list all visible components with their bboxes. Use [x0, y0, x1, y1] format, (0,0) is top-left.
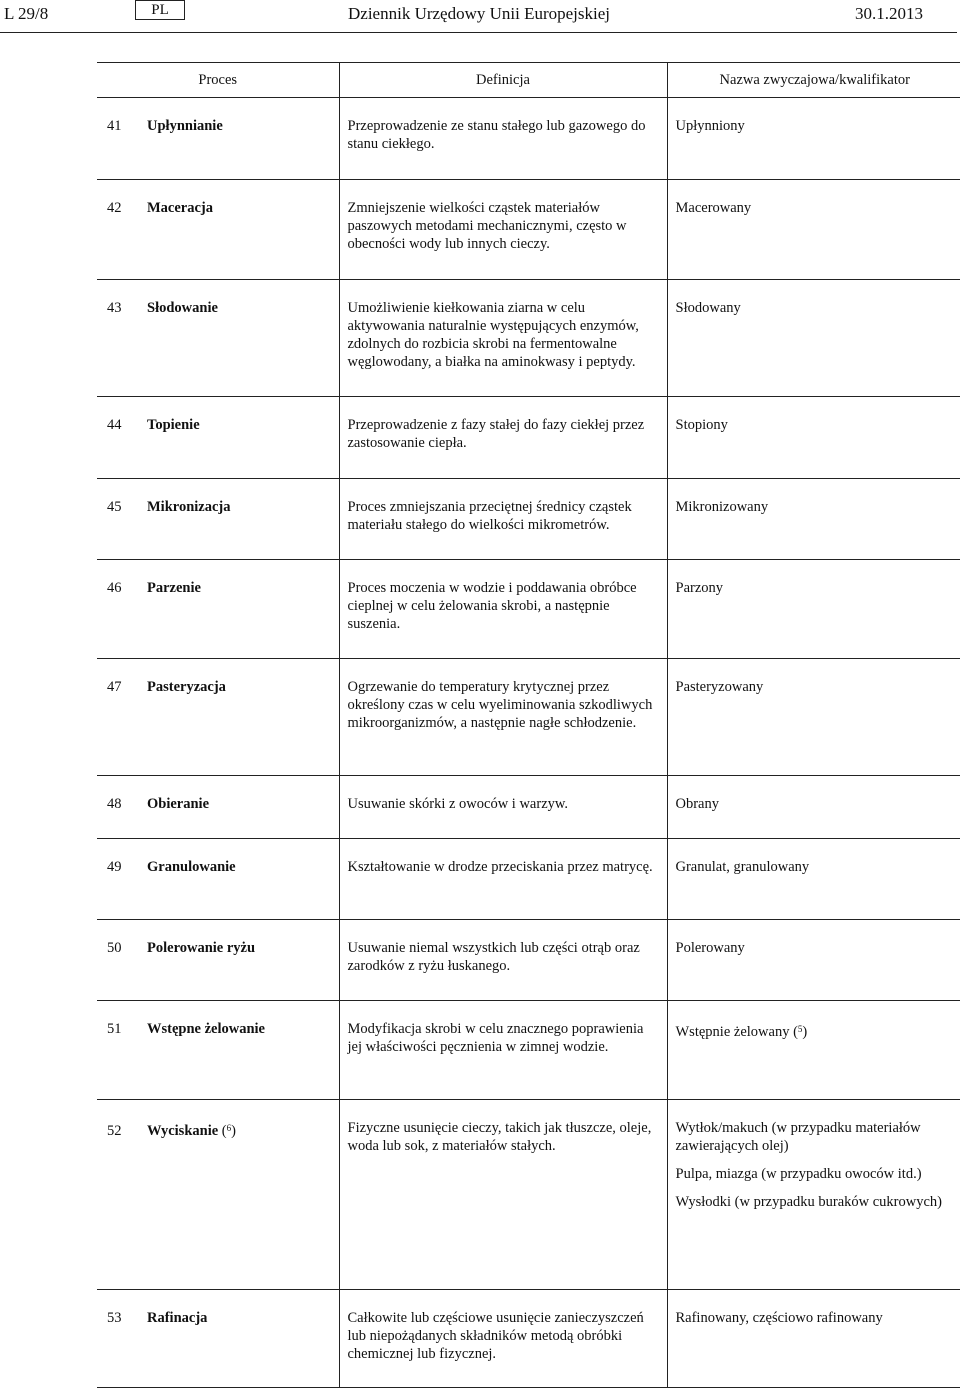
definition-cell: Kształtowanie w drodze przeciskania przez matrycę. [339, 839, 667, 920]
definition-cell: Całkowite lub częściowe usunięcie zanieczyszczeń lub niepożądanych składników metodą obróbki chemicznej lub fizycznej. [339, 1290, 667, 1388]
row-number: 46 [107, 580, 122, 596]
row-number: 53 [107, 1310, 122, 1326]
table-row [97, 920, 960, 1001]
row-number: 50 [107, 940, 122, 956]
table-row [97, 839, 960, 920]
process-name: Parzenie [147, 580, 201, 596]
definition-cell: Umożliwienie kiełkowania ziarna w celu aktywowania naturalnie występujących enzymów, zdolnych do rozbicia skrobi na fermentowalne węglowodany, a białka na aminokwasy i peptydy. [339, 280, 667, 397]
page-header [0, 0, 960, 32]
table-row [97, 180, 960, 280]
page-reference: L 29/8 [4, 4, 49, 23]
common-name-cell: Pasteryzowany [667, 659, 960, 776]
row-number: 45 [107, 499, 122, 515]
process-cell [97, 1290, 339, 1388]
process-cell [97, 180, 339, 280]
process-name: Upłynnianie [147, 118, 223, 134]
common-name: Pulpa, miazga (w przypadku owoców itd.) [675, 1166, 922, 1182]
column-header-definition: Definicja [339, 63, 667, 98]
journal-title: Dziennik Urzędowy Unii Europejskiej [348, 4, 611, 23]
process-cell [97, 1001, 339, 1100]
column-header-name: Nazwa zwyczajowa/kwalifikator [667, 63, 960, 98]
row-number: 51 [107, 1021, 122, 1037]
process-cell [97, 776, 339, 839]
definition-cell: Fizyczne usunięcie cieczy, takich jak tłuszcze, oleje, woda lub sok, z materiałów stałych. [339, 1100, 667, 1290]
process-name: Maceracja [147, 200, 214, 216]
process-name: Wstępne żelowanie [147, 1021, 265, 1037]
definition-cell: Modyfikacja skrobi w celu znacznego poprawienia jej właściwości pęcznienia w zimnej wodzie. [339, 1001, 667, 1100]
row-number: 43 [107, 300, 122, 316]
common-name-cell: Rafinowany, częściowo rafinowany [667, 1290, 960, 1388]
definition-cell: Usuwanie niemal wszystkich lub części otrąb oraz zarodków z ryżu łuskanego. [339, 920, 667, 1001]
table-row [97, 1100, 960, 1290]
common-name-cell: Słodowany [667, 280, 960, 397]
common-name-cell: Mikronizowany [667, 479, 960, 560]
row-number: 47 [107, 679, 122, 695]
common-name: Wstępnie żelowany [675, 1024, 790, 1040]
process-name: Wyciskanie [147, 1123, 219, 1139]
process-cell [97, 397, 339, 479]
definition-cell: Przeprowadzenie z fazy stałej do fazy ciekłej przez zastosowanie ciepła. [339, 397, 667, 479]
table-row [97, 98, 960, 180]
row-number: 49 [107, 859, 122, 875]
common-name-cell: Parzony [667, 560, 960, 659]
common-name-cell: Macerowany [667, 180, 960, 280]
footnote-ref[interactable]: 6 [226, 1123, 232, 1133]
table-row [97, 560, 960, 659]
table-row [97, 479, 960, 560]
process-name: Rafinacja [147, 1310, 208, 1326]
definition-cell: Zmniejszenie wielkości cząstek materiałów paszowych metodami mechanicznymi, często w obecności wody lub innych cieczy. [339, 180, 667, 280]
row-number: 52 [107, 1123, 122, 1139]
process-name: Topienie [147, 417, 200, 433]
row-number: 44 [107, 417, 122, 433]
footnote-ref[interactable]: 5 [797, 1024, 803, 1034]
process-cell [97, 479, 339, 560]
row-number: 41 [107, 118, 122, 134]
definition-cell: Ogrzewanie do temperatury krytycznej przez określony czas w celu wyeliminowania szkodliwych mikroorganizmów, a następnie nagłe schłodzenie. [339, 659, 667, 776]
process-name: Pasteryzacja [147, 679, 226, 695]
common-name-cell: Obrany [667, 776, 960, 839]
process-name: Obieranie [147, 796, 210, 812]
table-row [97, 659, 960, 776]
table-row [97, 776, 960, 839]
process-cell: 52 Wyciskanie ($^6$) [97, 1100, 339, 1290]
common-name: Wysłodki (w przypadku buraków cukrowych) [675, 1194, 943, 1210]
common-name-cell: Granulat, granulowany [667, 839, 960, 920]
common-name-cell: Wstępnie żelowany ($^5$) [667, 1001, 960, 1100]
process-name: Słodowanie [147, 300, 218, 316]
process-cell [97, 280, 339, 397]
process-cell [97, 98, 339, 180]
process-cell [97, 920, 339, 1001]
language-badge: PL [135, 0, 185, 20]
common-name-cell: Polerowany [667, 920, 960, 1001]
table-row [97, 280, 960, 397]
definition-cell: Proces moczenia w wodzie i poddawania obróbce cieplnej w celu żelowania skrobi, a następnie suszenia. [339, 560, 667, 659]
table-header-row [97, 63, 960, 98]
publication-date: 30.1.2013 [855, 4, 923, 23]
row-number: 48 [107, 796, 122, 812]
common-name-cell: Stopiony [667, 397, 960, 479]
definition-cell: Proces zmniejszania przeciętnej średnicy cząstek materiału stałego do wielkości mikrometrów. [339, 479, 667, 560]
process-name: Mikronizacja [147, 499, 231, 515]
row-number: 42 [107, 200, 122, 216]
definition-cell: Usuwanie skórki z owoców i warzyw. [339, 776, 667, 839]
process-cell [97, 839, 339, 920]
common-name-cell [667, 1100, 960, 1290]
definition-cell: Przeprowadzenie ze stanu stałego lub gazowego do stanu ciekłego. [339, 98, 667, 180]
table-row [97, 1290, 960, 1388]
common-name: Wytłok/makuch (w przypadku materiałów zawierających olej) [675, 1120, 921, 1154]
process-name: Polerowanie ryżu [147, 940, 256, 956]
column-header-process: Proces [97, 63, 339, 98]
header-rule [0, 32, 957, 33]
process-table [97, 62, 960, 1388]
table-row [97, 397, 960, 479]
table-row [97, 1001, 960, 1100]
process-cell [97, 659, 339, 776]
common-name-cell: Upłynniony [667, 98, 960, 180]
process-cell [97, 560, 339, 659]
process-name: Granulowanie [147, 859, 236, 875]
